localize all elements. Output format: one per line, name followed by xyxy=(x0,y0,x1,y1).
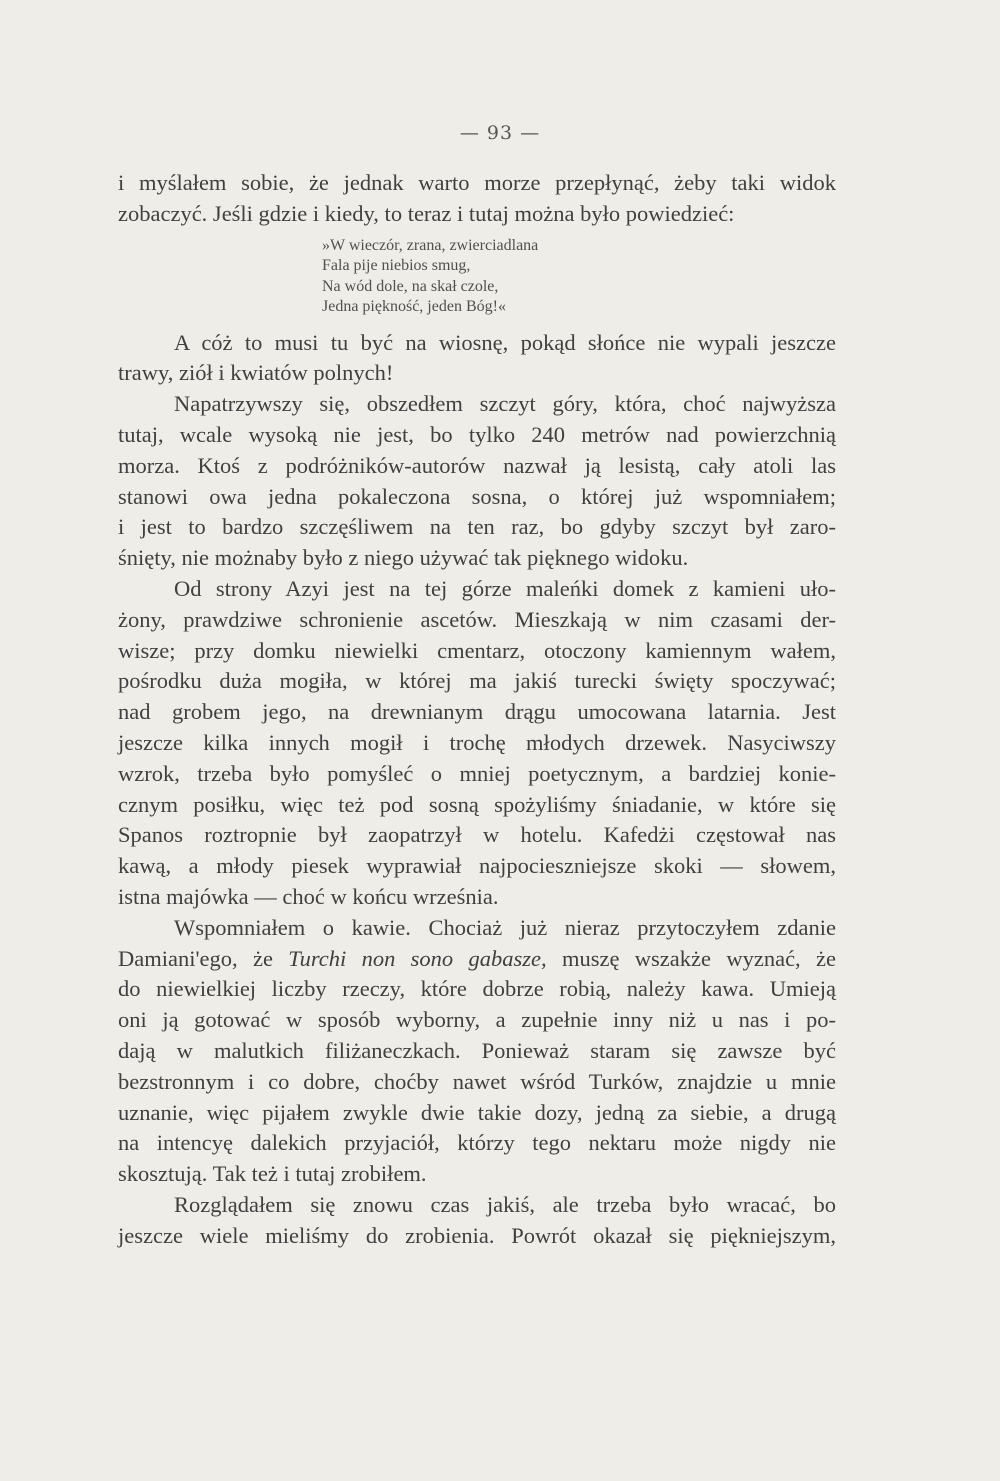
text-line: pośrodku duża mogiła, w której ma jakiś turecki święty spoczywać; xyxy=(118,668,836,694)
text-line: wzrok, trzeba było pomyśleć o mniej poetycznym, a bardziej konie- xyxy=(118,760,836,786)
text-line xyxy=(118,944,836,975)
text-line: stanowi owa jedna pokaleczona sosna, o której już wspomniałem; xyxy=(118,483,836,509)
paragraph-continuation xyxy=(118,168,836,230)
poem-line: Jedna piękność, jeden Bóg!« xyxy=(322,298,506,316)
paragraph xyxy=(118,1190,836,1252)
text-line: Wspomniałem o kawie. Chociaż już nieraz przytoczyłem zdanie xyxy=(174,914,836,940)
text-line: Rozglądałem się znowu czas jakiś, ale trzeba było wracać, bo xyxy=(174,1191,836,1217)
text-run: Damiani'ego, że xyxy=(118,945,289,971)
poem-line: »W wieczór, zrana, zwierciadlana xyxy=(322,236,539,254)
text-run: muszę wszakże wyznać, że xyxy=(546,945,836,971)
text-line: zobaczyć. Jeśli gdzie i kiedy, to teraz i tutaj można było powiedzieć: xyxy=(118,200,735,226)
text-line: śnięty, nie możnaby było z niego używać tak pięknego widoku. xyxy=(118,545,689,571)
text-line: istna majówka — choć w końcu września. xyxy=(118,883,499,909)
text-line: bezstronnym i co dobre, choćby nawet wśród Turków, znajdzie u mnie xyxy=(118,1068,836,1094)
text-line: Napatrzywszy się, obszedłem szczyt góry, która, choć najwyższa xyxy=(174,391,836,417)
text-line: dają w malutkich filiżaneczkach. Ponieważ staram się zawsze być xyxy=(118,1037,836,1063)
text-line: trawy, ziół i kwiatów polnych! xyxy=(118,360,394,386)
text-line: uznanie, więc pijałem zwykle dwie takie dozy, jedną za siebie, a drugą xyxy=(118,1099,836,1125)
text-line: jeszcze kilka innych mogił i trochę młodych drzewek. Nasyciwszy xyxy=(118,729,836,755)
paragraph xyxy=(118,913,836,1190)
text-line: na intencyę dalekich przyjaciół, którzy tego nektaru może nigdy nie xyxy=(118,1130,836,1156)
text-line: morza. Ktoś z podróżników-autorów nazwał ją lesistą, cały atoli las xyxy=(118,452,836,478)
text-line: i jest to bardzo szczęśliwem na ten raz, bo gdyby szczyt był zaro- xyxy=(118,514,836,540)
paragraph xyxy=(118,389,836,574)
body-text xyxy=(118,168,836,1252)
text-line: do niewielkiej liczby rzeczy, które dobrze robią, należy kawa. Umieją xyxy=(118,976,836,1002)
text-line: cznym posiłku, więc też pod sosną spożyliśmy śniadanie, w które się xyxy=(118,791,836,817)
poem-line: Fala pije niebios smug, xyxy=(322,257,471,275)
text-line: kawą, a młody piesek wyprawiał najpocieszniejsze skoki — słowem, xyxy=(118,853,836,879)
text-line: Spanos roztropnie był zaopatrzył w hotelu. Kafedżi częstował nas xyxy=(118,822,836,848)
page-number: — 93 — xyxy=(459,122,541,144)
text-line: A cóż to musi tu być na wiosnę, pokąd słońce nie wypali jeszcze xyxy=(174,329,836,355)
poem-line: Na wód dole, na skał czole, xyxy=(322,277,499,295)
text-line: oni ją gotować w sposób wyborny, a zupełnie inny niż u nas i po- xyxy=(118,1007,836,1033)
text-line: jeszcze wiele mieliśmy do zrobienia. Powrót okazał się piękniejszym, xyxy=(118,1222,836,1248)
paragraph xyxy=(118,328,836,390)
text-line: żony, prawdziwe schronienie ascetów. Mieszkają w nim czasami der- xyxy=(118,606,836,632)
poem-quote xyxy=(322,236,836,318)
text-line: skosztują. Tak też i tutaj zrobiłem. xyxy=(118,1161,427,1187)
text-line: wisze; przy domku niewielki cmentarz, otoczony kamiennym wałem, xyxy=(118,637,836,663)
text-line: Od strony Azyi jest na tej górze maleńki domek z kamieni uło- xyxy=(174,575,836,601)
text-line: i myślałem sobie, że jednak warto morze przepłynąć, żeby taki widok xyxy=(118,170,836,195)
paragraph xyxy=(118,574,836,913)
italic-quote: Turchi non sono gabasze, xyxy=(288,945,547,971)
text-line: tutaj, wcale wysoką nie jest, bo tylko 240 metrów nad powierzchnią xyxy=(118,421,836,447)
text-line: nad grobem jego, na drewnianym drągu umocowana latarnia. Jest xyxy=(118,699,836,725)
